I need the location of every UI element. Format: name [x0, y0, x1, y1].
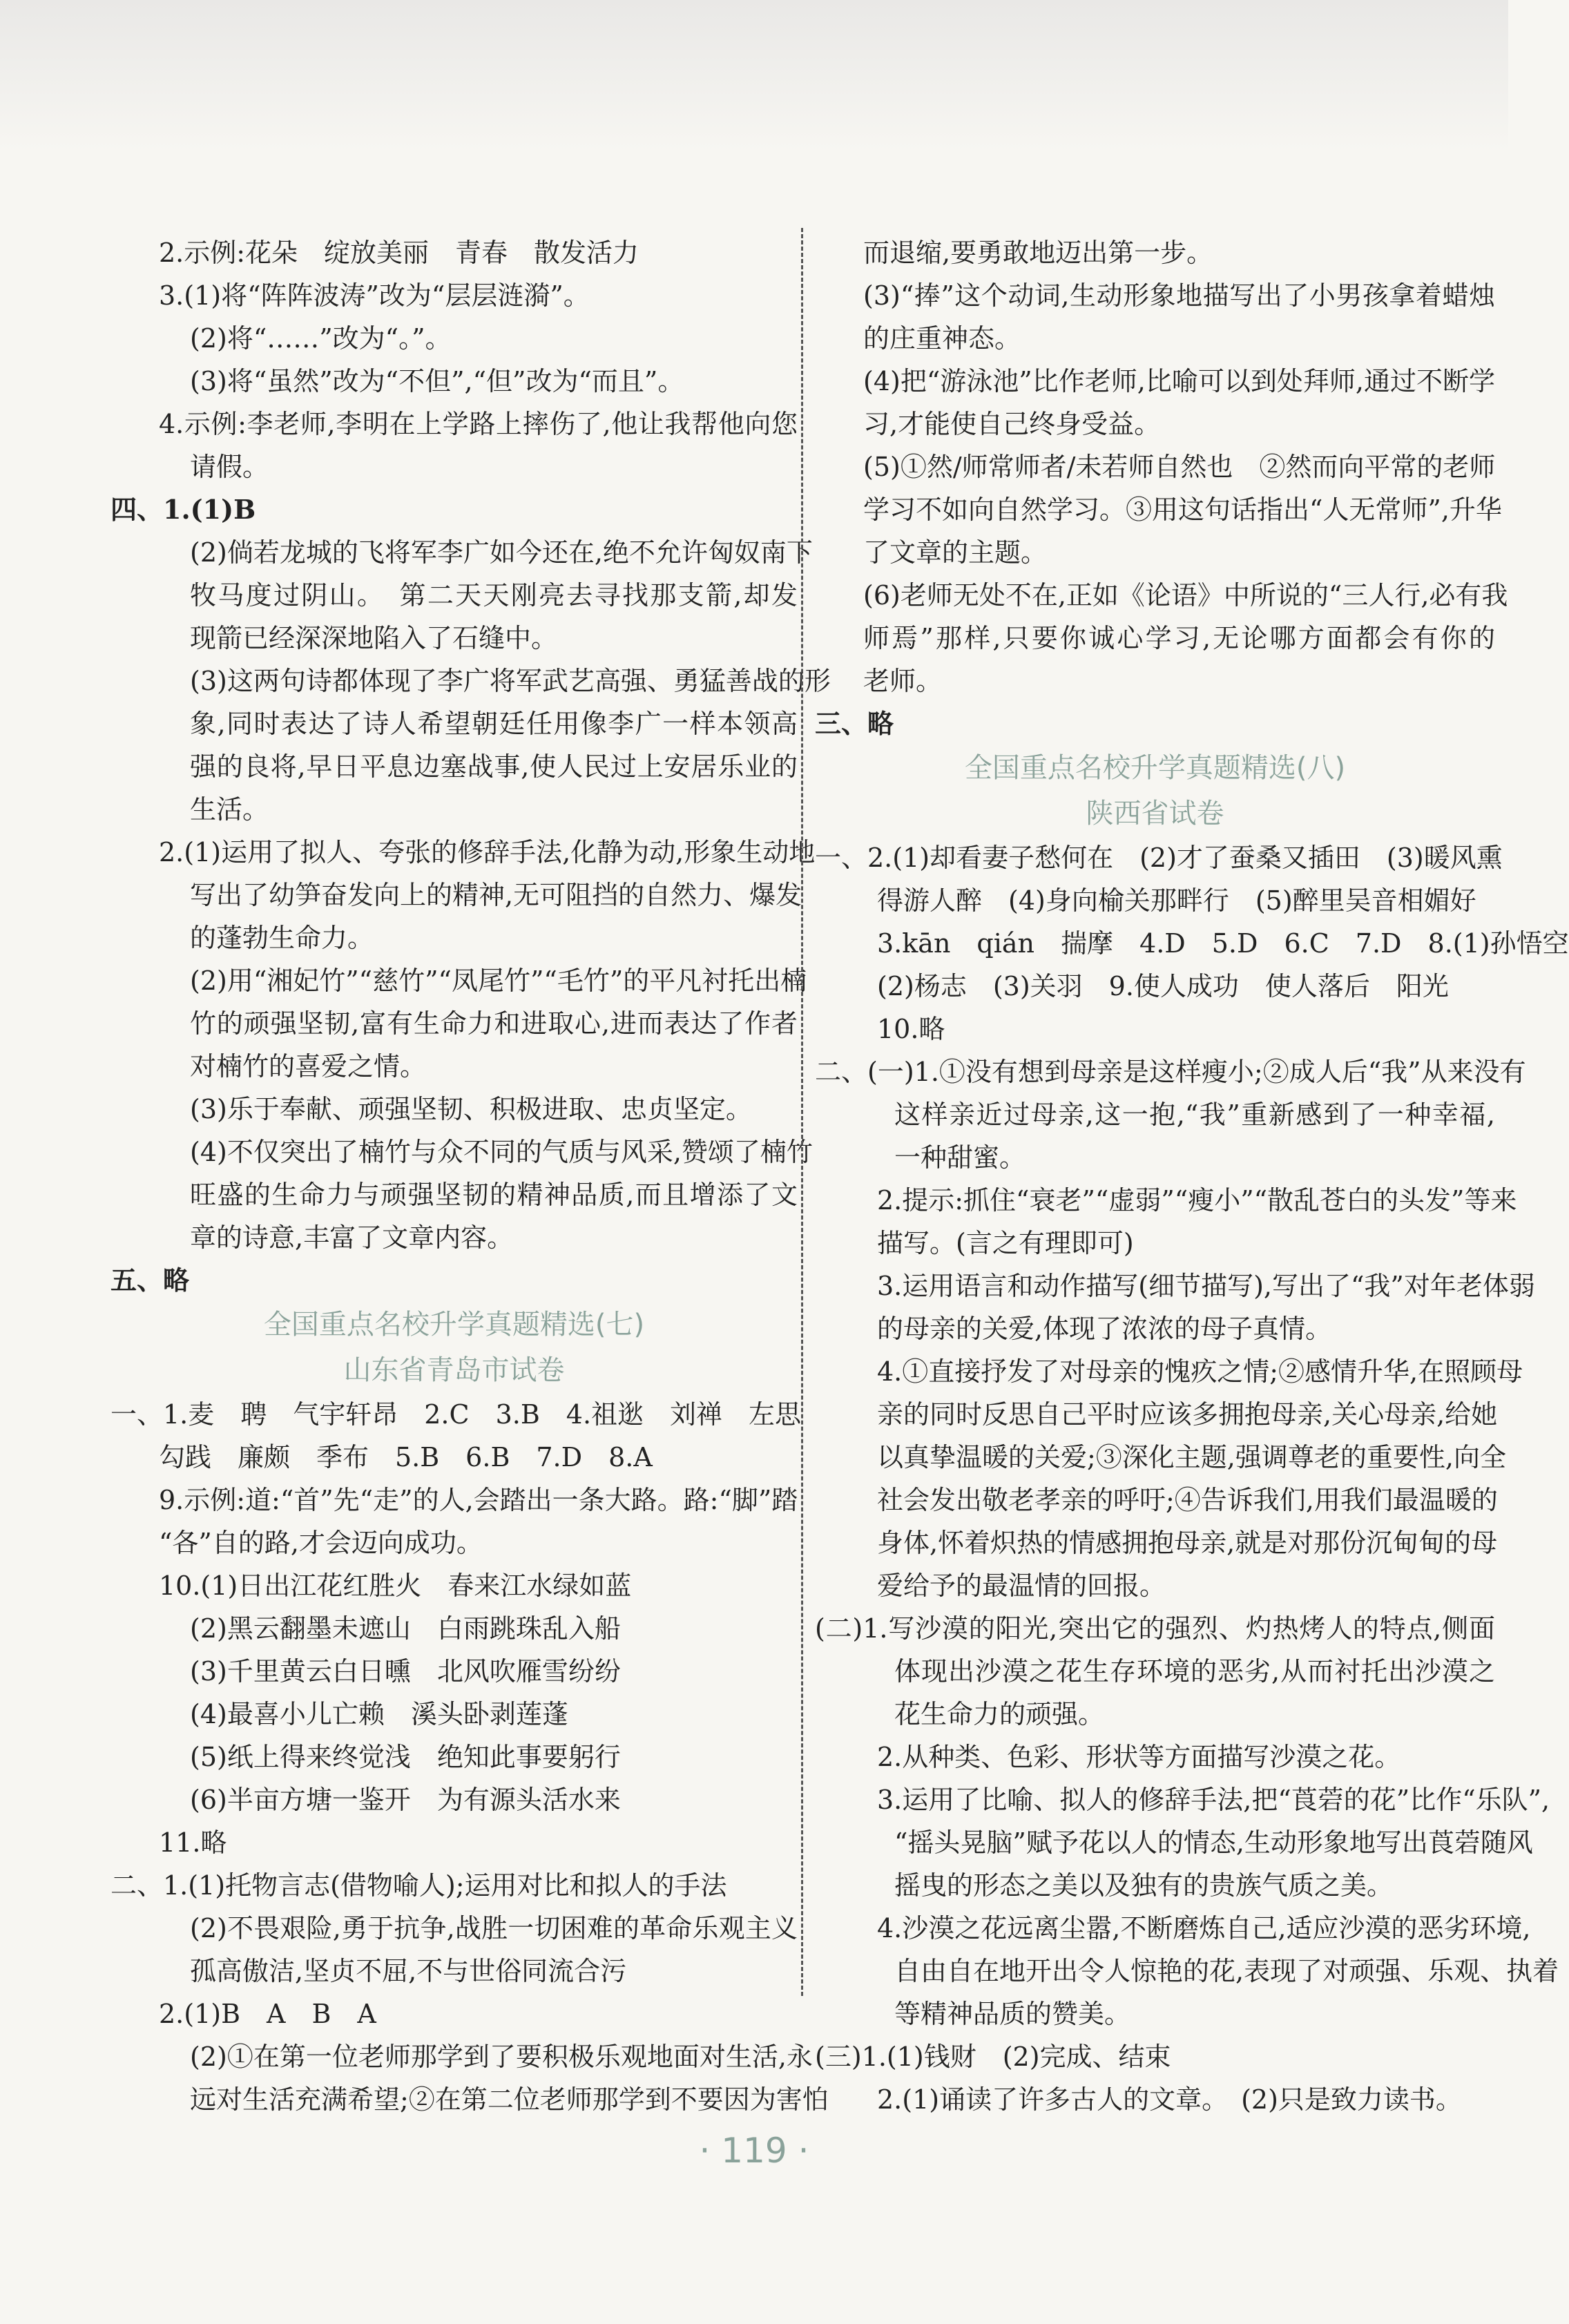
right-answer-line: 3.运用语言和动作描写(细节描写),写出了“我”对年老体弱	[877, 1271, 1535, 1301]
left-answer-line: 2.示例:花朵 绽放美丽 青春 散发活力	[159, 238, 639, 268]
right-answer-line: 身体,怀着炽热的情感拥抱母亲,就是对那份沉甸甸的母	[877, 1528, 1498, 1558]
left-answer-line: (2)将“……”改为“。”。	[190, 323, 452, 354]
right-answer-line: 自由自在地开出令人惊艳的花,表现了对顽强、乐观、执着	[894, 1956, 1559, 1986]
right-answer-line: (三)1.(1)钱财 (2)完成、结束	[815, 2042, 1171, 2072]
right-answer-line: 的母亲的关爱,体现了浓浓的母子真情。	[877, 1314, 1332, 1344]
right-answer-line: 3.运用了比喻、拟人的修辞手法,把“莨菪的花”比作“乐队”,	[877, 1785, 1550, 1815]
right-answer-line: 这样亲近过母亲,这一抱,“我”重新感到了一种幸福,	[894, 1099, 1495, 1130]
left-answer-line: 象,同时表达了诗人希望朝廷任用像李广一样本领高	[190, 709, 798, 739]
left-answer-line: 请假。	[190, 452, 269, 482]
right-answer-line: 亲的同时反思自己平时应该多拥抱母亲,关心母亲,给她	[877, 1399, 1498, 1430]
left-answer-line: (2)用“湘妃竹”“慈竹”“凤尾竹”“毛竹”的平凡衬托出楠	[190, 966, 807, 996]
left-answer-line: 3.(1)将“阵阵波涛”改为“层层涟漪”。	[159, 280, 590, 311]
left-answer-line: 章的诗意,丰富了文章内容。	[190, 1222, 514, 1253]
left-answer-line: 二、1.(1)托物言志(借物喻人);运用对比和拟人的手法	[110, 1870, 727, 1901]
left-answer-line: 孤高傲洁,坚贞不屈,不与世俗同流合污	[190, 1956, 627, 1986]
right-answer-line: 4.①直接抒发了对母亲的愧疚之情;②感情升华,在照顾母	[877, 1356, 1523, 1387]
right-answer-line: 一、2.(1)却看妻子愁何在 (2)才了蚕桑又插田 (3)暖风熏	[815, 843, 1503, 873]
left-answer-line: 四、1.(1)B	[110, 494, 256, 525]
right-answer-line: 等精神品质的赞美。	[894, 1999, 1131, 2029]
right-answer-line: 2.提示:抓住“衰老”“虚弱”“瘦小”“散乱苍白的头发”等来	[877, 1185, 1517, 1216]
right-answer-line: 二、(一)1.①没有想到母亲是这样瘦小;②成人后“我”从来没有	[815, 1057, 1526, 1087]
left-answer-line: 现箭已经深深地陷入了石缝中。	[190, 623, 558, 653]
left-answer-line: 强的良将,早日平息边塞战事,使人民过上安居乐业的	[190, 751, 798, 782]
left-column	[110, 231, 831, 2121]
right-answer-line: (二)1.写沙漠的阳光,突出它的强烈、灼热烤人的特点,侧面	[815, 1613, 1495, 1644]
left-answer-line: 10.(1)日出江花红胜火 春来江水绿如蓝	[159, 1571, 632, 1601]
column-divider	[801, 228, 803, 1996]
left-answer-line: 2.(1)运用了拟人、夸张的修辞手法,化静为动,形象生动地	[159, 837, 816, 867]
right-answer-line: 习,才能使自己终身受益。	[863, 409, 1161, 439]
right-answer-line: 2.(1)诵读了许多古人的文章。 (2)只是致力读书。	[877, 2084, 1462, 2115]
right-answer-line: 老师。	[863, 666, 943, 696]
left-answer-line: 11.略	[159, 1827, 227, 1858]
right-answer-line: 摇曳的形态之美以及独有的贵族气质之美。	[894, 1870, 1394, 1901]
left-answer-line: 9.示例:道:“首”先“走”的人,会踏出一条大路。路:“脚”踏	[159, 1485, 798, 1515]
left-answer-line: (2)黑云翻墨未遮山 白雨跳珠乱入船	[190, 1613, 621, 1644]
left-answer-line: 旺盛的生命力与顽强坚韧的精神品质,而且增添了文	[190, 1180, 798, 1210]
left-answer-line: (5)纸上得来终觉浅 绝知此事要躬行	[190, 1742, 621, 1772]
right-answer-line: 一种甜蜜。	[894, 1142, 1026, 1173]
left-answer-line: (3)千里黄云白日曛 北风吹雁雪纷纷	[190, 1656, 621, 1687]
scan-top-band	[0, 0, 1508, 152]
left-answer-line: 2.(1)B A B A	[159, 1999, 376, 2029]
right-answer-line: 师焉”那样,只要你诚心学习,无论哪方面都会有你的	[863, 623, 1495, 653]
right-answer-line: 爱给予的最温情的回报。	[877, 1571, 1166, 1601]
right-answer-line: (4)把“游泳池”比作老师,比喻可以到处拜师,通过不断学	[863, 366, 1495, 396]
page-number: · 119 ·	[699, 2131, 809, 2171]
right-answer-line: (5)①然/师常师者/未若师自然也 ②然而向平常的老师	[863, 452, 1496, 482]
left-answer-line: (4)不仅突出了楠竹与众不同的气质与风采,赞颂了楠竹	[190, 1137, 813, 1167]
right-answer-line: 学习不如向自然学习。③用这句话指出“人无常师”,升华	[863, 494, 1502, 525]
right-answer-line: 花生命力的顽强。	[894, 1699, 1105, 1729]
right-answer-line: 得游人醉 (4)身向榆关那畔行 (5)醉里吴音相媚好	[877, 885, 1476, 916]
left-answer-line: (4)最喜小儿亡赖 溪头卧剥莲蓬	[190, 1699, 568, 1729]
right-answer-line: (3)“捧”这个动词,生动形象地描写出了小男孩拿着蜡烛	[863, 280, 1495, 311]
right-answer-line: 三、略	[815, 708, 894, 739]
left-answer-line: 的蓬勃生命力。	[190, 923, 374, 953]
left-answer-line: (3)这两句诗都体现了李广将军武艺高强、勇猛善战的形	[190, 666, 831, 696]
left-answer-line: 对楠竹的喜爱之情。	[190, 1051, 427, 1082]
right-answer-line: 社会发出敬老孝亲的呼吁;④告诉我们,用我们最温暖的	[877, 1485, 1498, 1515]
left-answer-line: (3)乐于奉献、顽强坚韧、积极进取、忠贞坚定。	[190, 1094, 752, 1124]
right-column	[815, 231, 1569, 2121]
section-title: 全国重点名校升学真题精选(八)	[964, 752, 1346, 784]
section-title: 山东省青岛市试卷	[343, 1354, 565, 1386]
right-answer-line: “摇头晃脑”赋予花以人的情态,生动形象地写出莨菪随风	[894, 1827, 1533, 1858]
section-title: 陕西省试卷	[1086, 798, 1224, 829]
left-answer-line: 勾践 廉颇 季布 5.B 6.B 7.D 8.A	[159, 1442, 653, 1472]
left-answer-line: 五、略	[110, 1265, 190, 1296]
left-answer-line: (6)半亩方塘一鉴开 为有源头活水来	[190, 1785, 621, 1815]
right-answer-line: 10.略	[877, 1014, 945, 1044]
left-answer-line: (3)将“虽然”改为“不但”,“但”改为“而且”。	[190, 366, 684, 396]
left-answer-line: 生活。	[190, 794, 269, 825]
right-answer-line: 的庄重神态。	[863, 323, 1021, 354]
left-answer-line: (2)不畏艰险,勇于抗争,战胜一切困难的革命乐观主义	[190, 1913, 798, 1943]
right-answer-line: 体现出沙漠之花生存环境的恶劣,从而衬托出沙漠之	[894, 1656, 1495, 1687]
right-answer-line: 3.kān qián 揣摩 4.D 5.D 6.C 7.D 8.(1)孙悟空	[877, 928, 1569, 959]
left-answer-line: “各”自的路,才会迈向成功。	[159, 1528, 483, 1558]
right-answer-line: 描写。(言之有理即可)	[877, 1228, 1134, 1258]
left-answer-line: 牧马度过阴山。 第二天天刚亮去寻找那支箭,却发	[190, 580, 798, 611]
right-answer-line: 4.沙漠之花远离尘嚣,不断磨炼自己,适应沙漠的恶劣环境,	[877, 1913, 1531, 1943]
section-title: 全国重点名校升学真题精选(七)	[263, 1309, 645, 1341]
left-answer-line: 写出了幼笋奋发向上的精神,无可阻挡的自然力、爆发	[190, 880, 802, 910]
left-answer-line: 4.示例:李老师,李明在上学路上摔伤了,他让我帮他向您	[159, 409, 798, 439]
left-answer-line: (2)倘若龙城的飞将军李广如今还在,绝不允许匈奴南下	[190, 537, 813, 568]
left-answer-line: 一、1.麦 聘 气宇轩昂 2.C 3.B 4.祖逖 刘禅 左思	[110, 1399, 802, 1430]
right-answer-line: 了文章的主题。	[863, 537, 1048, 568]
right-answer-line: (2)杨志 (3)关羽 9.使人成功 使人落后 阳光	[877, 971, 1449, 1001]
right-answer-line: (6)老师无处不在,正如《论语》中所说的“三人行,必有我	[863, 580, 1508, 611]
left-answer-line: 竹的顽强坚韧,富有生命力和进取心,进而表达了作者	[190, 1008, 798, 1039]
right-answer-line: 而退缩,要勇敢地迈出第一步。	[863, 238, 1213, 268]
left-answer-line: 远对生活充满希望;②在第二位老师那学到不要因为害怕	[190, 2084, 829, 2115]
right-answer-line: 以真挚温暖的关爱;③深化主题,强调尊老的重要性,向全	[877, 1442, 1506, 1472]
left-answer-line: (2)①在第一位老师那学到了要积极乐观地面对生活,永	[190, 2042, 813, 2072]
right-answer-line: 2.从种类、色彩、形状等方面描写沙漠之花。	[877, 1742, 1401, 1772]
